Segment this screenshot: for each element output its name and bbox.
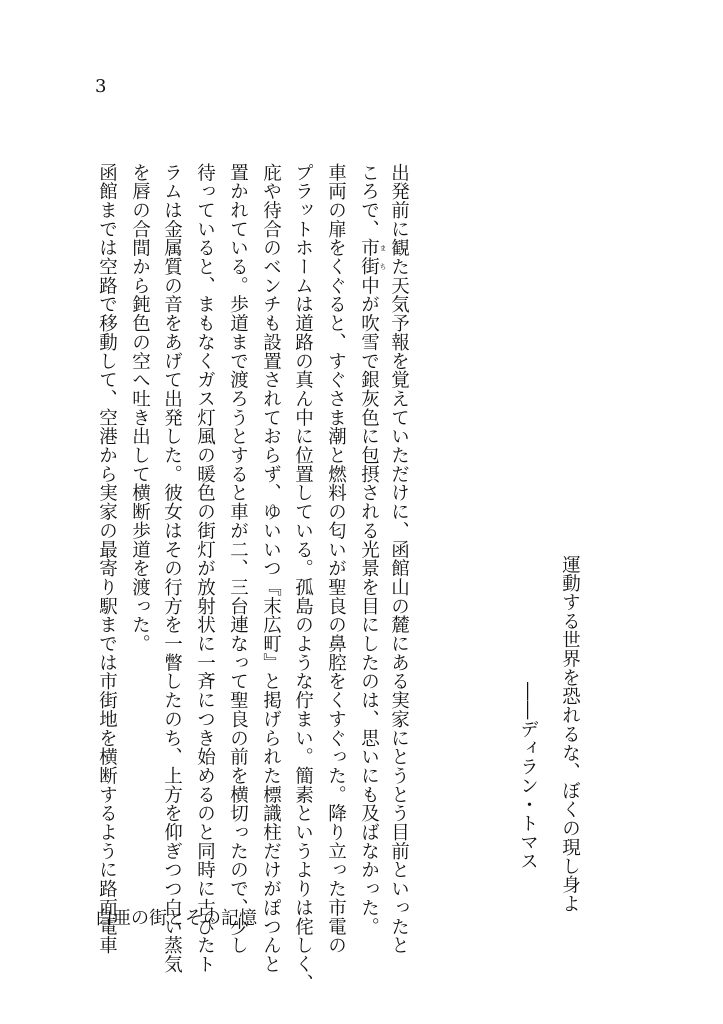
body-line: 車両の扉をくぐると、すぐさま潮と燃料の匂いが聖良の鼻腔をくすぐった。降り立った市電の [325, 163, 347, 955]
page-number: 3 [95, 76, 107, 97]
body-line: 出発前に観た天気予報を覚えていただけに、函館山の麓にある実家にとうとう目前といったと [388, 163, 410, 955]
body-line-segment: ころで、 [358, 163, 380, 239]
ruby-base: 市街 [358, 238, 380, 277]
body-line: プラットホームは道路の真ん中に位置している。孤島のような佇まい。簡素というよりは侘しく、 [292, 163, 314, 993]
body-line: 庇や待合のベンチも設置されておらず、ゆいいつ『末広町』と掲げられた標識柱だけがぽつんと [260, 163, 282, 974]
body-line-segment: 中が吹雪で銀灰色に包摂される光景を目にしたのは、思いにも及ばなかった。 [358, 276, 380, 936]
body-line: 置かれている。歩道まで渡ろうとすると車が二、三台連なって聖良の前を横切ったので、少し [227, 163, 249, 955]
body-line: ラムは金属質の音をあげて出発した。彼女はその行方を一瞥したのち、上方を仰ぎつつ白い蒸気 [161, 163, 183, 974]
body-line: 待っていると、まもなくガス灯風の暖色の街灯が放射状に一斉につき始めるのと同時に古びたト [194, 163, 216, 974]
body-line-with-ruby [359, 163, 387, 936]
body-line: 函館までは空路で移動して、空港から実家の最寄り駅までは市街地を横断するように路面電車 [96, 163, 118, 955]
body-line: を唇の合間から鈍色の空へ吐き出して横断歩道を渡った。 [129, 163, 151, 654]
footer-title: 白亜の街とその記憶 [95, 908, 257, 929]
epigraph-attribution: ――ディラン・トマス [517, 682, 539, 871]
ruby-reading: まち [379, 238, 387, 277]
ruby-annotation [358, 238, 387, 277]
epigraph-quote: 運動する世界を恐れるな、ぼくの現し身よ [559, 555, 581, 914]
